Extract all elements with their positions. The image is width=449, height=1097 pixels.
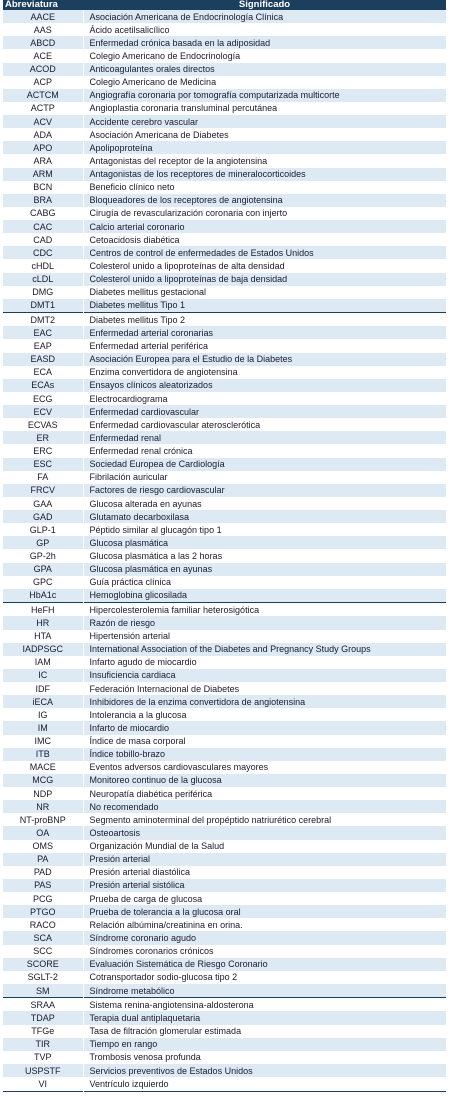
table-row	[3, 603, 446, 617]
meaning-cell: Hemoglobina glicosilada	[83, 589, 446, 603]
table-row	[3, 1038, 446, 1051]
meaning-cell: Ventrículo izquierdo	[83, 1077, 446, 1091]
abbreviation-cell: CAD	[3, 233, 83, 246]
table-row	[3, 405, 446, 418]
table-row	[3, 431, 446, 444]
table-row	[3, 115, 446, 128]
abbreviation-cell: AAS	[3, 23, 83, 36]
abbreviation-cell: TVP	[3, 1051, 83, 1064]
table-row	[3, 76, 446, 89]
table-row	[3, 313, 446, 327]
abbreviation-cell: GP-2h	[3, 549, 83, 562]
table-row	[3, 826, 446, 839]
table-row	[3, 866, 446, 879]
abbreviation-cell: ECVAS	[3, 418, 83, 431]
meaning-cell: Servicios preventivos de Estados Unidos	[83, 1064, 446, 1077]
abbreviation-cell: GAD	[3, 510, 83, 523]
meaning-cell: Colesterol unido a lipoproteínas de alta densidad	[83, 259, 446, 272]
table-row	[3, 1064, 446, 1077]
table-row	[3, 945, 446, 958]
meaning-cell: Inhibidores de la enzima convertidora de angiotensina	[83, 695, 446, 708]
abbreviation-cell: PA	[3, 853, 83, 866]
meaning-cell: Intolerancia a la glucosa	[83, 708, 446, 721]
abbreviation-cell: FRCV	[3, 484, 83, 497]
meaning-cell: Osteoartosis	[83, 826, 446, 839]
meaning-cell: Federación Internacional de Diabetes	[83, 682, 446, 695]
abbreviation-cell: VI	[3, 1077, 83, 1091]
meaning-cell: Infarto agudo de miocardio	[83, 656, 446, 669]
abbreviation-cell: PAD	[3, 866, 83, 879]
abbreviation-cell: SCORE	[3, 958, 83, 971]
table-row	[3, 326, 446, 339]
table-row	[3, 299, 446, 313]
meaning-cell: Presión arterial	[83, 853, 446, 866]
table-row	[3, 931, 446, 944]
table-row	[3, 563, 446, 576]
meaning-cell: Beneficio clínico neto	[83, 181, 446, 194]
meaning-cell: Glucosa plasmática a las 2 horas	[83, 549, 446, 562]
abbreviation-cell: EAC	[3, 326, 83, 339]
abbreviation-cell: EASD	[3, 353, 83, 366]
table-row	[3, 549, 446, 562]
meaning-cell: Organización Mundial de la Salud	[83, 840, 446, 853]
abbreviation-cell: USPSTF	[3, 1064, 83, 1077]
meaning-cell: Electrocardiograma	[83, 392, 446, 405]
table-row	[3, 207, 446, 220]
table-row	[3, 220, 446, 233]
meaning-cell: Apolipoproteína	[83, 141, 446, 154]
abbreviation-cell: ESC	[3, 458, 83, 471]
meaning-cell: Hipertensión arterial	[83, 630, 446, 643]
abbreviation-cell: ARA	[3, 154, 83, 167]
meaning-cell: Antagonistas de los receptores de mineralocorticoides	[83, 168, 446, 181]
table-row	[3, 353, 446, 366]
table-row	[3, 1025, 446, 1038]
table-row	[3, 128, 446, 141]
table-row	[3, 23, 446, 36]
meaning-cell: Ensayos clínicos aleatorizados	[83, 379, 446, 392]
table-row	[3, 589, 446, 603]
meaning-cell: Síndrome metabólico	[83, 984, 446, 998]
meaning-cell: Enzima convertidora de angiotensina	[83, 366, 446, 379]
abbreviation-cell: ER	[3, 431, 83, 444]
abbreviation-cell: ECV	[3, 405, 83, 418]
table-row	[3, 958, 446, 971]
table-row	[3, 259, 446, 272]
table-row	[3, 194, 446, 207]
table-row	[3, 392, 446, 405]
abbreviation-cell: TFGe	[3, 1025, 83, 1038]
meaning-cell: Enfermedad arterial coronarias	[83, 326, 446, 339]
meaning-cell: Asociación Europea para el Estudio de la Diabetes	[83, 353, 446, 366]
table-row	[3, 523, 446, 536]
meaning-cell: Péptido similar al glucagón tipo 1	[83, 523, 446, 536]
table-row	[3, 971, 446, 984]
table-row	[3, 905, 446, 918]
table-row	[3, 168, 446, 181]
abbreviation-cell: APO	[3, 141, 83, 154]
meaning-cell: Diabetes mellitus gestacional	[83, 286, 446, 299]
table-row	[3, 879, 446, 892]
table-row	[3, 1051, 446, 1064]
abbreviation-cell: BCN	[3, 181, 83, 194]
meaning-cell: Glucosa plasmática en ayunas	[83, 563, 446, 576]
abbreviation-cell: ECAs	[3, 379, 83, 392]
table-row	[3, 273, 446, 286]
table-row	[3, 721, 446, 734]
table-row	[3, 761, 446, 774]
header-abbreviation: Abreviatura	[3, 0, 83, 10]
table-row	[3, 246, 446, 259]
meaning-cell: Tiempo en rango	[83, 1038, 446, 1051]
table-row	[3, 748, 446, 761]
meaning-cell: Bloqueadores de los receptores de angiotensina	[83, 194, 446, 207]
table-row	[3, 286, 446, 299]
table-row	[3, 998, 446, 1012]
table-row	[3, 36, 446, 49]
table-header	[3, 0, 446, 10]
table-row	[3, 63, 446, 76]
meaning-cell: Enfermedad cardiovascular	[83, 405, 446, 418]
table-row	[3, 444, 446, 457]
meaning-cell: Centros de control de enfermedades de Estados Unidos	[83, 246, 446, 259]
table-row	[3, 366, 446, 379]
table-row	[3, 616, 446, 629]
table-row	[3, 154, 446, 167]
abbreviation-cell: TIR	[3, 1038, 83, 1051]
meaning-cell: Índice de masa corporal	[83, 735, 446, 748]
meaning-cell: Asociación Americana de Diabetes	[83, 128, 446, 141]
table-row	[3, 510, 446, 523]
abbreviation-cell: SRAA	[3, 998, 83, 1012]
abbreviation-cell: NT-proBNP	[3, 813, 83, 826]
meaning-cell: Enfermedad renal	[83, 431, 446, 444]
meaning-cell: Guía práctica clínica	[83, 576, 446, 589]
abbreviation-cell: ADA	[3, 128, 83, 141]
meaning-cell: Diabetes mellitus Tipo 1	[83, 299, 446, 313]
table-row	[3, 800, 446, 813]
table-row	[3, 484, 446, 497]
table-row	[3, 576, 446, 589]
meaning-cell: Prueba de carga de glucosa	[83, 892, 446, 905]
table-row	[3, 813, 446, 826]
abbreviation-cell: ECG	[3, 392, 83, 405]
abbreviation-cell: SGLT-2	[3, 971, 83, 984]
abbreviations-table	[3, 0, 446, 1092]
meaning-cell: Calcio arterial coronario	[83, 220, 446, 233]
meaning-cell: Evaluación Sistemática de Riesgo Coronario	[83, 958, 446, 971]
abbreviation-cell: ABCD	[3, 36, 83, 49]
meaning-cell: Enfermedad cardiovascular aterosclerótica	[83, 418, 446, 431]
meaning-cell: Hipercolesterolemia familiar heterosigótica	[83, 603, 446, 617]
meaning-cell: Enfermedad crónica basada en la adiposidad	[83, 36, 446, 49]
abbreviation-cell: DMT2	[3, 313, 83, 327]
table-row	[3, 840, 446, 853]
table-row	[3, 141, 446, 154]
meaning-cell: Diabetes mellitus Tipo 2	[83, 313, 446, 327]
table-row	[3, 656, 446, 669]
table-row	[3, 49, 446, 62]
table-row	[3, 918, 446, 931]
meaning-cell: Segmento aminoterminal del propéptido natriurético cerebral	[83, 813, 446, 826]
abbreviation-cell: IAM	[3, 656, 83, 669]
abbreviation-cell: DMG	[3, 286, 83, 299]
table-row	[3, 682, 446, 695]
table-row	[3, 1077, 446, 1091]
meaning-cell: Cirugía de revascularización coronaria con injerto	[83, 207, 446, 220]
abbreviation-cell: ACP	[3, 76, 83, 89]
meaning-cell: Presión arterial sistólica	[83, 879, 446, 892]
meaning-cell: Angiografía coronaria por tomografía computarizada multicorte	[83, 89, 446, 102]
abbreviation-cell: IG	[3, 708, 83, 721]
abbreviation-cell: AACE	[3, 10, 83, 23]
abbreviation-cell: IADPSGC	[3, 643, 83, 656]
abbreviation-cell: ACTP	[3, 102, 83, 115]
meaning-cell: Antagonistas del receptor de la angiotensina	[83, 154, 446, 167]
table-row	[3, 708, 446, 721]
meaning-cell: Insuficiencia cardiaca	[83, 669, 446, 682]
abbreviation-cell: IDF	[3, 682, 83, 695]
abbreviation-cell: ARM	[3, 168, 83, 181]
meaning-cell: Índice tobillo-brazo	[83, 748, 446, 761]
abbreviation-cell: ECA	[3, 366, 83, 379]
meaning-cell: Relación albúmina/creatinina en orina.	[83, 918, 446, 931]
meaning-cell: Eventos adversos cardiovasculares mayores	[83, 761, 446, 774]
table-row	[3, 379, 446, 392]
meaning-cell: Anticoagulantes orales directos	[83, 63, 446, 76]
table-row	[3, 181, 446, 194]
abbreviation-cell: SCC	[3, 945, 83, 958]
header-meaning: Significado	[83, 0, 446, 10]
abbreviation-cell: ACTCM	[3, 89, 83, 102]
abbreviation-cell: PTGO	[3, 905, 83, 918]
abbreviation-cell: ACOD	[3, 63, 83, 76]
abbreviation-cell: DMT1	[3, 299, 83, 313]
table-row	[3, 339, 446, 352]
table-row	[3, 892, 446, 905]
abbreviation-cell: CDC	[3, 246, 83, 259]
abbreviation-cell: GPA	[3, 563, 83, 576]
abbreviation-cell: IC	[3, 669, 83, 682]
meaning-cell: Razón de riesgo	[83, 616, 446, 629]
abbreviation-cell: IM	[3, 721, 83, 734]
meaning-cell: Glutamato decarboxilasa	[83, 510, 446, 523]
meaning-cell: Angioplastia coronaria transluminal percutánea	[83, 102, 446, 115]
table-row	[3, 669, 446, 682]
abbreviation-cell: NDP	[3, 787, 83, 800]
abbreviation-cell: GP	[3, 536, 83, 549]
meaning-cell: Cetoacidosis diabética	[83, 233, 446, 246]
abbreviation-cell: ACE	[3, 49, 83, 62]
table-row	[3, 735, 446, 748]
abbreviation-cell: GAA	[3, 497, 83, 510]
table-row	[3, 630, 446, 643]
abbreviation-cell: HeFH	[3, 603, 83, 617]
table-row	[3, 774, 446, 787]
meaning-cell: Colegio Americano de Medicina	[83, 76, 446, 89]
abbreviation-cell: MACE	[3, 761, 83, 774]
meaning-cell: Ácido acetilsalicílico	[83, 23, 446, 36]
meaning-cell: Colegio Americano de Endocrinología	[83, 49, 446, 62]
table-row	[3, 497, 446, 510]
table-row	[3, 1011, 446, 1024]
meaning-cell: Fibrilación auricular	[83, 471, 446, 484]
abbreviation-cell: SM	[3, 984, 83, 998]
abbreviation-cell: NR	[3, 800, 83, 813]
table-row	[3, 471, 446, 484]
table-row	[3, 643, 446, 656]
abbreviation-cell: HTA	[3, 630, 83, 643]
abbreviation-cell: cLDL	[3, 273, 83, 286]
meaning-cell: No recomendado	[83, 800, 446, 813]
abbreviation-cell: EAP	[3, 339, 83, 352]
meaning-cell: Glucosa alterada en ayunas	[83, 497, 446, 510]
abbreviation-cell: TDAP	[3, 1011, 83, 1024]
table-row	[3, 695, 446, 708]
table-row	[3, 89, 446, 102]
table-row	[3, 787, 446, 800]
abbreviation-cell: BRA	[3, 194, 83, 207]
table-row	[3, 10, 446, 23]
abbreviation-cell: ITB	[3, 748, 83, 761]
meaning-cell: Monitoreo continuo de la glucosa	[83, 774, 446, 787]
table-row	[3, 458, 446, 471]
abbreviation-cell: SCA	[3, 931, 83, 944]
table-body	[3, 10, 446, 1092]
table-row	[3, 102, 446, 115]
abbreviation-cell: OA	[3, 826, 83, 839]
meaning-cell: Síndromes coronarios crónicos	[83, 945, 446, 958]
abbreviation-cell: GLP-1	[3, 523, 83, 536]
table-row	[3, 984, 446, 998]
table-row	[3, 536, 446, 549]
abbreviation-cell: iECA	[3, 695, 83, 708]
meaning-cell: Trombosis venosa profunda	[83, 1051, 446, 1064]
table-row	[3, 418, 446, 431]
meaning-cell: Sociedad Europea de Cardiología	[83, 458, 446, 471]
table-row	[3, 853, 446, 866]
abbreviation-cell: ACV	[3, 115, 83, 128]
abbreviation-cell: IMC	[3, 735, 83, 748]
abbreviation-cell: PCG	[3, 892, 83, 905]
meaning-cell: Sistema renina-angiotensina-aldosterona	[83, 998, 446, 1012]
abbreviation-cell: HR	[3, 616, 83, 629]
meaning-cell: Cotransportador sodio-glucosa tipo 2	[83, 971, 446, 984]
meaning-cell: Infarto de miocardio	[83, 721, 446, 734]
meaning-cell: Presión arterial diastólica	[83, 866, 446, 879]
meaning-cell: International Association of the Diabetes and Pregnancy Study Groups	[83, 643, 446, 656]
abbreviation-cell: cHDL	[3, 259, 83, 272]
meaning-cell: Asociación Americana de Endocrinología Clínica	[83, 10, 446, 23]
abbreviation-cell: GPC	[3, 576, 83, 589]
meaning-cell: Terapia dual antiplaquetaria	[83, 1011, 446, 1024]
meaning-cell: Enfermedad renal crónica	[83, 444, 446, 457]
abbreviation-cell: HbA1c	[3, 589, 83, 603]
abbreviation-cell: FA	[3, 471, 83, 484]
abbreviation-cell: CABG	[3, 207, 83, 220]
abbreviation-cell: MCG	[3, 774, 83, 787]
meaning-cell: Accidente cerebro vascular	[83, 115, 446, 128]
abbreviation-cell: CAC	[3, 220, 83, 233]
meaning-cell: Neuropatía diabética periférica	[83, 787, 446, 800]
meaning-cell: Enfermedad arterial periférica	[83, 339, 446, 352]
meaning-cell: Glucosa plasmática	[83, 536, 446, 549]
meaning-cell: Prueba de tolerancia a la glucosa oral	[83, 905, 446, 918]
meaning-cell: Factores de riesgo cardiovascular	[83, 484, 446, 497]
meaning-cell: Síndrome coronario agudo	[83, 931, 446, 944]
abbreviation-cell: RACO	[3, 918, 83, 931]
abbreviation-cell: PAS	[3, 879, 83, 892]
meaning-cell: Colesterol unido a lipoproteínas de baja densidad	[83, 273, 446, 286]
abbreviation-cell: ERC	[3, 444, 83, 457]
meaning-cell: Tasa de filtración glomerular estimada	[83, 1025, 446, 1038]
table-row	[3, 233, 446, 246]
abbreviation-cell: OMS	[3, 840, 83, 853]
